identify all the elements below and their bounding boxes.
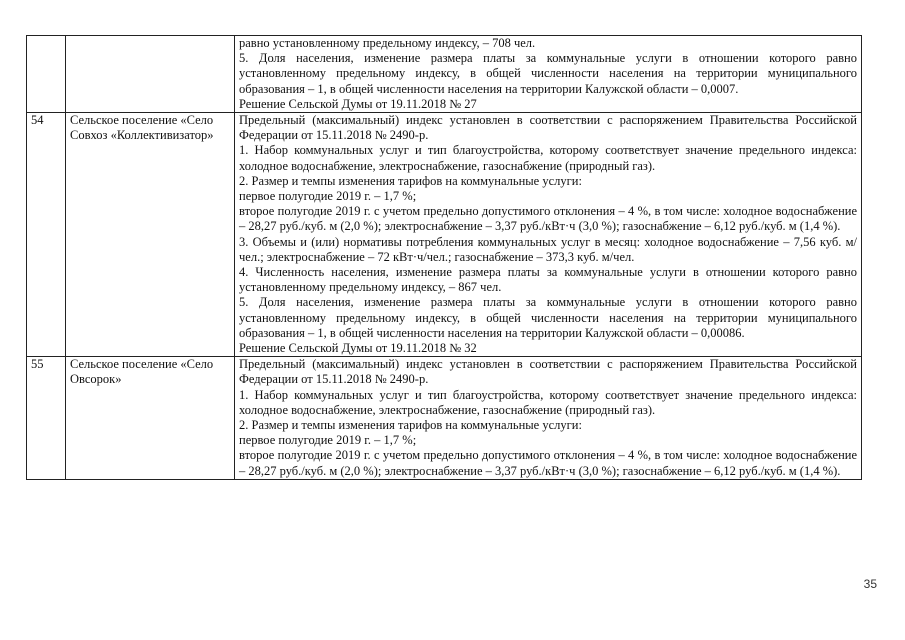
description-paragraph: равно установленному предельному индексу, – 708 чел.	[239, 36, 536, 50]
description-paragraph: второе полугодие 2019 г. с учетом предельно допустимого отклонения – 4 %, в том числе: холодное водоснабжение – 28,27 руб./куб. м (2,0 %); электроснабжение – 3,37 руб./кВт·ч (3,0 %); газоснабжение – 6,12 руб./куб. м (1,4 %).	[239, 448, 857, 478]
index-description-cell	[235, 36, 862, 113]
description-paragraph: 1. Набор коммунальных услуг и тип благоустройства, которому соответствует значение предельного индекса: холодное водоснабжение, электроснабжение, газоснабжение (природный газ).	[239, 143, 857, 173]
row-number-cell: 55	[27, 357, 66, 480]
settlement-name-cell: Сельское поселение «Село Совхоз «Коллективизатор»	[66, 113, 235, 357]
description-paragraph: первое полугодие 2019 г. – 1,7 %;	[239, 433, 417, 448]
description-paragraph: 4. Численность населения, изменение размера платы за коммунальные услуги в отношении которого равно установленному предельному индексу, – 867 чел.	[239, 265, 857, 295]
index-description-cell	[235, 357, 862, 480]
description-paragraph: Решение Сельской Думы от 19.11.2018 № 32	[239, 341, 477, 356]
row-number-cell	[27, 36, 66, 113]
description-paragraph: Решение Сельской Думы от 19.11.2018 № 27	[239, 96, 477, 111]
description-paragraph: 5. Доля населения, изменение размера платы за коммунальные услуги в отношении которого равно установленному предельному индексу, в общей численности населения на территории муниципального образования – 1, в общей численности населения на территории Калужской области – 0,0007.	[239, 51, 857, 96]
description-paragraph: 3. Объемы и (или) нормативы потребления коммунальных услуг в месяц: холодное водоснабжение – 7,56 куб. м/чел.; электроснабжение – 72 кВт·ч/чел.; газоснабжение – 373,3 куб. м/чел.	[239, 234, 857, 264]
table-body	[27, 36, 862, 480]
description-paragraph: 1. Набор коммунальных услуг и тип благоустройства, которому соответствует значение предельного индекса: холодное водоснабжение, электроснабжение, газоснабжение (природный газ).	[239, 387, 857, 417]
description-paragraph: первое полугодие 2019 г. – 1,7 %;	[239, 189, 417, 204]
description-paragraph: второе полугодие 2019 г. с учетом предельно допустимого отклонения – 4 %, в том числе: холодное водоснабжение – 28,27 руб./куб. м (2,0 %); электроснабжение – 3,37 руб./кВт·ч (3,0 %); газоснабжение – 6,12 руб./куб. м (1,4 %).	[239, 204, 857, 234]
description-paragraph: 5. Доля населения, изменение размера платы за коммунальные услуги в отношении которого равно установленному предельному индексу, в общей численности населения на территории муниципального образования – 1, в общей численности населения на территории Калужской области – 0,00086.	[239, 295, 857, 340]
page-number: 35	[863, 577, 877, 591]
description-paragraph: 2. Размер и темпы изменения тарифов на коммунальные услуги:	[239, 173, 582, 188]
tariff-index-table	[26, 35, 862, 480]
index-description-cell	[235, 113, 862, 357]
table-row	[27, 357, 862, 480]
table-row	[27, 113, 862, 357]
row-number-cell: 54	[27, 113, 66, 357]
table-row	[27, 36, 862, 113]
description-paragraph: Предельный (максимальный) индекс установлен в соответствии с распоряжением Правительства Российской Федерации от 15.11.2018 № 2490-р.	[239, 113, 857, 143]
settlement-name-cell: Сельское поселение «Село Овсорок»	[66, 357, 235, 480]
description-paragraph: 2. Размер и темпы изменения тарифов на коммунальные услуги:	[239, 418, 582, 433]
description-paragraph: Предельный (максимальный) индекс установлен в соответствии с распоряжением Правительства Российской Федерации от 15.11.2018 № 2490-р.	[239, 357, 857, 387]
settlement-name-cell	[66, 36, 235, 113]
